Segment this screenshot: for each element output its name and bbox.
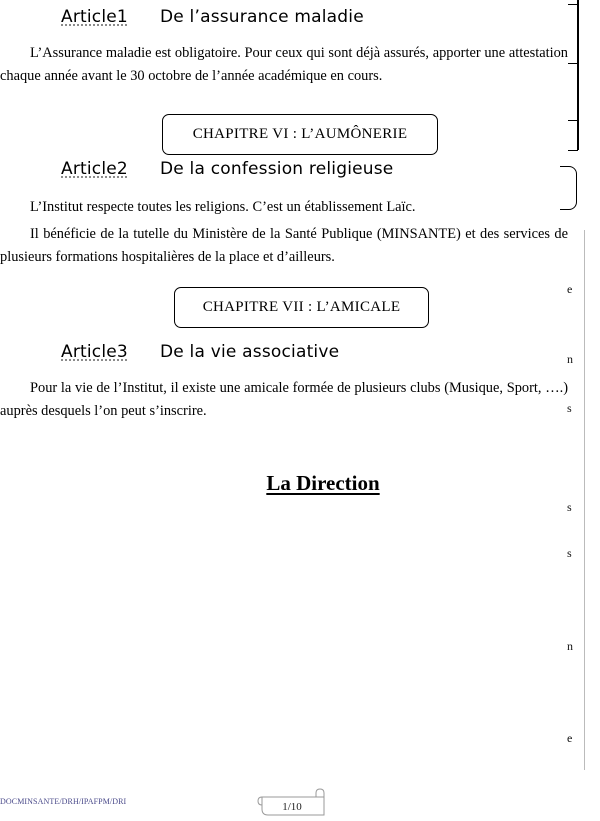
article-number: Article1 (61, 7, 128, 27)
margin-box-bracket (560, 166, 577, 210)
margin-letter: n (567, 352, 573, 366)
article-title: De l’assurance maladie (160, 7, 364, 27)
paragraph-religions: L’Institut respecte toutes les religions. C’est un établissement Laïc. (30, 199, 416, 215)
margin-line (584, 230, 585, 770)
article-title: De la vie associative (160, 342, 340, 362)
chapter-heading-vi: CHAPITRE VI : L’AUMÔNERIE (162, 114, 438, 155)
margin-letter: s (567, 546, 572, 560)
margin-box-border (577, 0, 579, 150)
margin-tick (568, 4, 578, 5)
article-number: Article2 (61, 159, 128, 179)
margin-letter: e (567, 731, 573, 745)
margin-tick (568, 150, 578, 151)
margin-letter: s (567, 401, 572, 415)
paragraph-tutelle: Il bénéficie de la tutelle du Ministère de la Santé Publique (MINSANTE) et des services de plusieurs formations hospitalières de la place et d’ailleurs. (0, 226, 568, 265)
article-number: Article3 (61, 342, 128, 362)
chapter-heading-vii: CHAPITRE VII : L’AMICALE (174, 287, 429, 328)
footer-document-code: DOCMINSANTE/DRH/IPAFPM/DRI (0, 797, 127, 806)
margin-tick (568, 120, 578, 121)
paragraph-amicale: Pour la vie de l’Institut, il existe une amicale formée de plusieurs clubs (Musique, Sport, ….) auprès desquels l’on peut s’inscrire. (0, 380, 568, 419)
article-title: De la confession religieuse (160, 159, 394, 179)
paragraph-assurance: L’Assurance maladie est obligatoire. Pour ceux qui sont déjà assurés, apporter une attestation chaque année avant le 30 octobre de l’année académique en cours. (0, 45, 568, 84)
margin-tick (568, 63, 578, 64)
margin-letter: n (567, 639, 573, 653)
page-number-scroll (254, 788, 330, 816)
margin-letter: s (567, 500, 572, 514)
page-number: 1/10 (282, 801, 302, 813)
margin-letter: e (567, 282, 573, 296)
signature-la-direction: La Direction (266, 471, 380, 495)
